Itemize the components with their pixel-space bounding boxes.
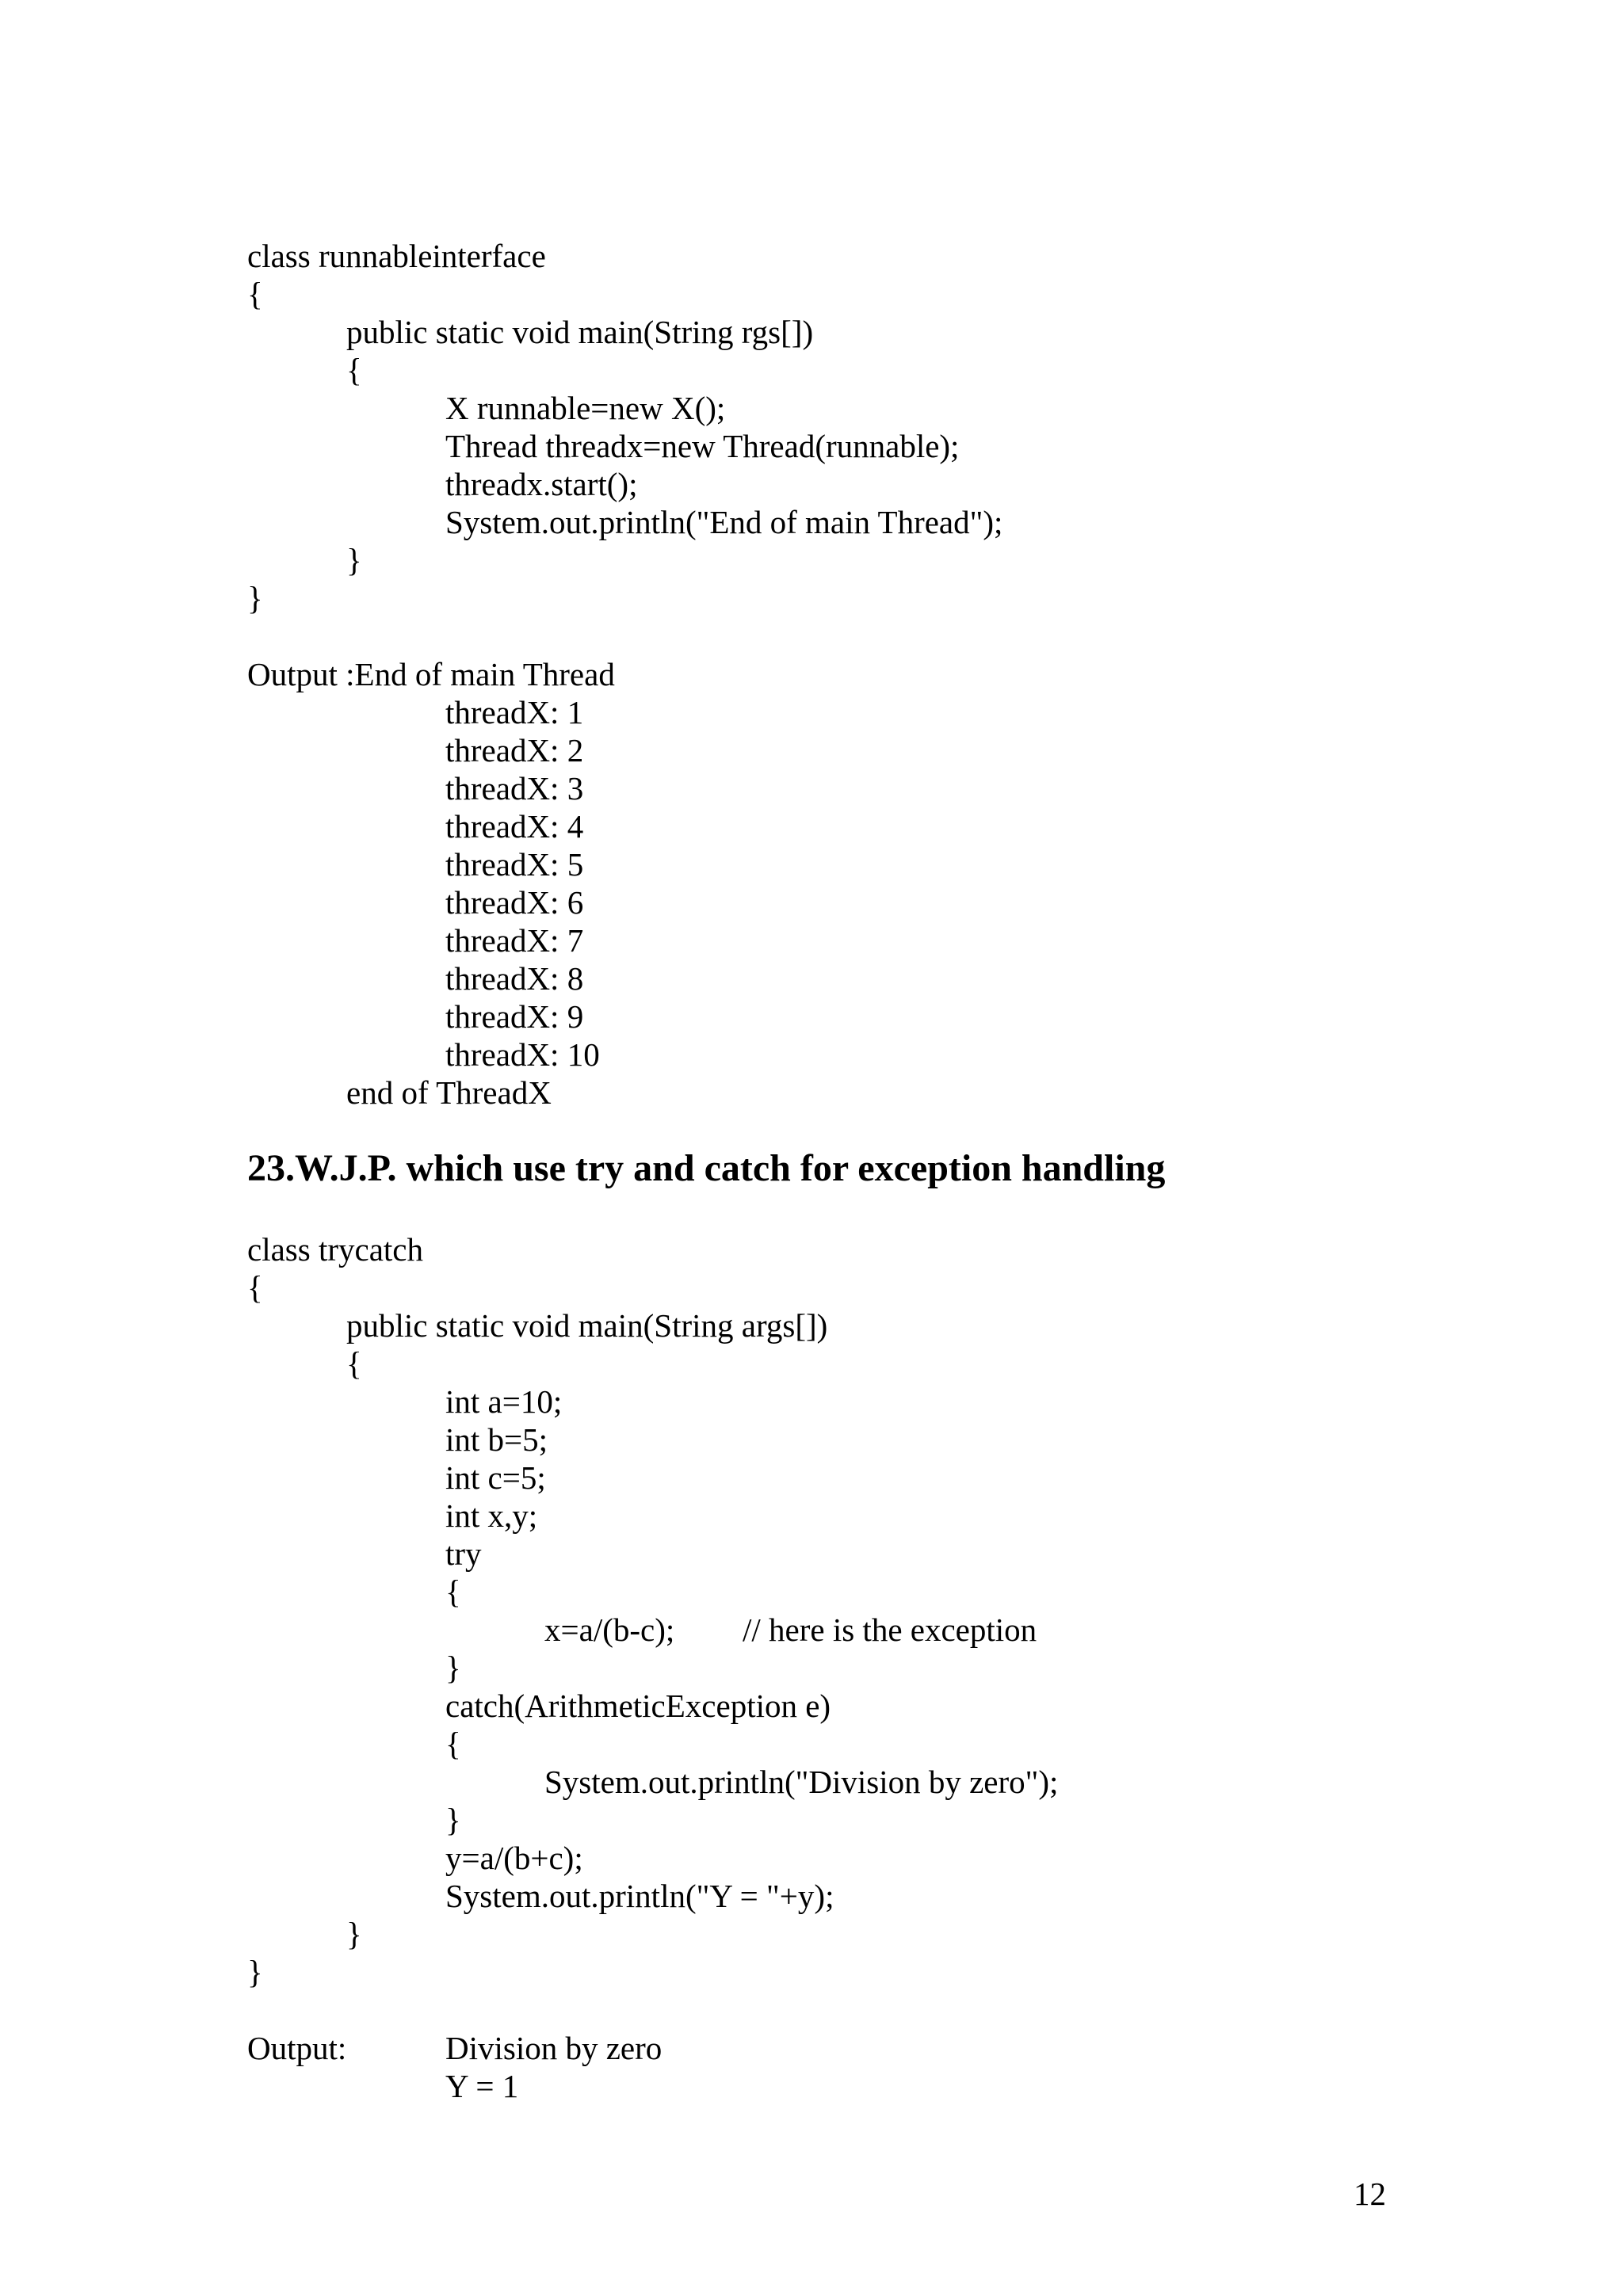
code-line: { <box>247 276 263 312</box>
code-line: public static void main(String args[]) <box>346 1307 828 1344</box>
code-line: } <box>247 580 263 616</box>
code-line: } <box>346 1916 362 1952</box>
code-line: } <box>346 542 362 578</box>
code-line: int a=10; <box>445 1383 563 1420</box>
code-line: class runnableinterface <box>247 238 546 274</box>
output-end-line: end of ThreadX <box>346 1074 552 1111</box>
code-line: { <box>445 1726 461 1762</box>
code-line: System.out.println("Y = "+y); <box>445 1878 834 1914</box>
code-line: } <box>247 1954 263 1990</box>
code-line: y=a/(b+c); <box>445 1840 583 1876</box>
output-line: threadX: 1 <box>445 694 584 730</box>
output-line: threadX: 7 <box>445 922 584 959</box>
output-label: Output: <box>247 2030 347 2066</box>
output-line: threadX: 9 <box>445 998 584 1035</box>
code-line: int c=5; <box>445 1459 546 1496</box>
output-line: threadX: 10 <box>445 1036 600 1073</box>
code-line: int x,y; <box>445 1497 538 1534</box>
output-line: threadX: 8 <box>445 960 584 997</box>
output-line: Division by zero <box>445 2030 663 2066</box>
code-line: } <box>445 1650 461 1686</box>
code-line: System.out.println("Division by zero"); <box>544 1764 1059 1800</box>
code-line: } <box>445 1802 461 1838</box>
output-line: threadX: 6 <box>445 884 584 921</box>
code-line: threadx.start(); <box>445 466 638 502</box>
code-line: Thread threadx=new Thread(runnable); <box>445 428 960 464</box>
code-line: catch(ArithmeticException e) <box>445 1688 831 1724</box>
code-line: { <box>346 352 362 388</box>
section-heading: 23.W.J.P. which use try and catch for exception handling <box>247 1147 1166 1189</box>
code-line: public static void main(String rgs[]) <box>346 314 814 350</box>
output-line: threadX: 3 <box>445 770 584 807</box>
output-label: Output :End of main Thread <box>247 656 615 692</box>
output-line: threadX: 4 <box>445 808 584 845</box>
output-line: Y = 1 <box>445 2068 519 2104</box>
code-line: { <box>346 1345 362 1382</box>
code-line: { <box>445 1573 461 1610</box>
code-line: { <box>247 1269 263 1306</box>
output-line: threadX: 5 <box>445 846 584 883</box>
code-line: X runnable=new X(); <box>445 390 726 426</box>
page-number: 12 <box>1354 2176 1386 2212</box>
code-line: class trycatch <box>247 1231 423 1268</box>
code-comment: // here is the exception <box>743 1611 1037 1648</box>
code-line: try <box>445 1535 482 1572</box>
output-line: threadX: 2 <box>445 732 584 769</box>
code-line: x=a/(b-c); <box>544 1611 675 1648</box>
code-line: System.out.println("End of main Thread"); <box>445 504 1003 540</box>
code-line: int b=5; <box>445 1421 548 1458</box>
